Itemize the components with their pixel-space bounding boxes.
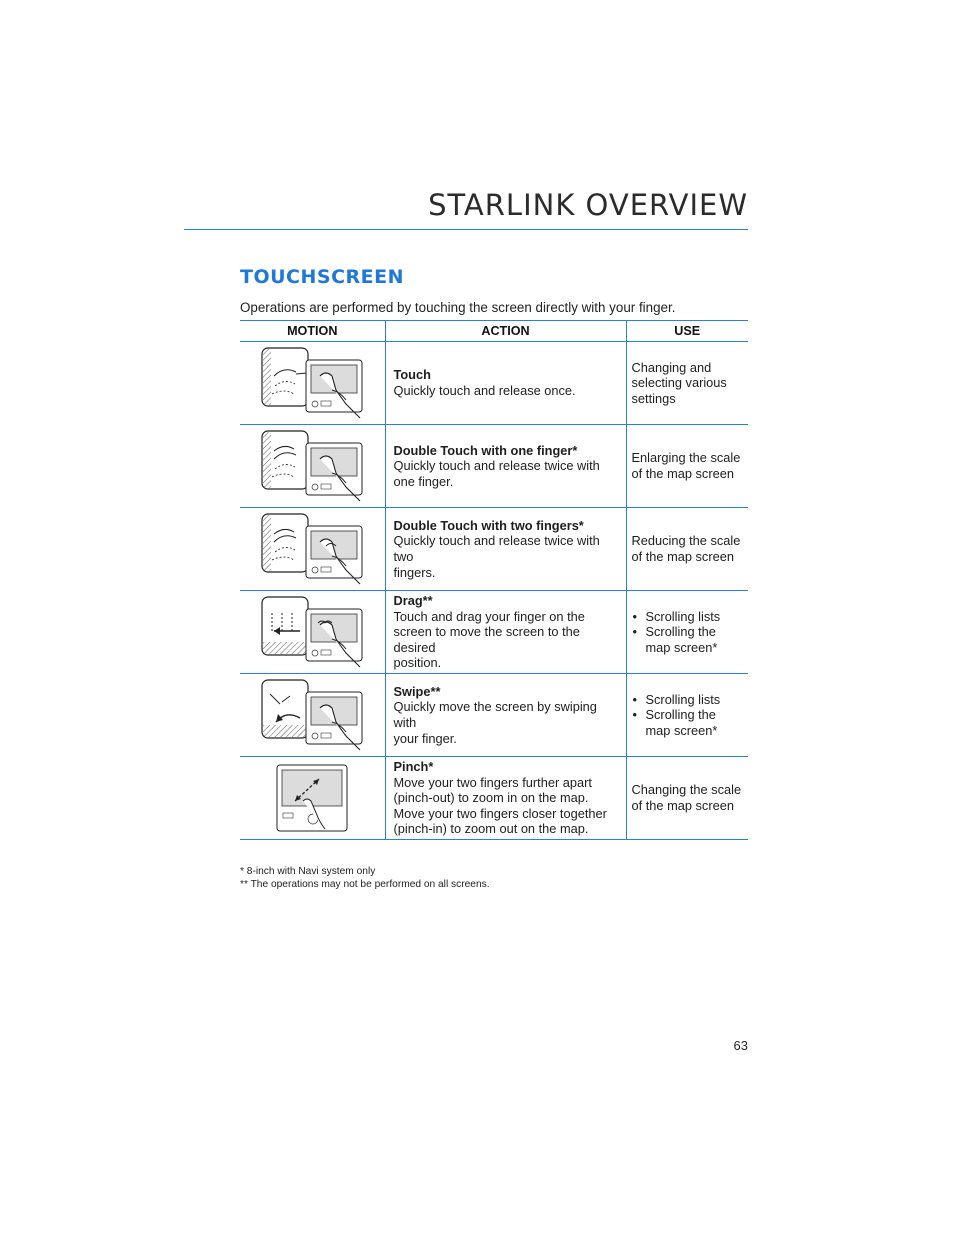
double-touch-two-fingers-icon	[240, 512, 385, 586]
use-cell	[626, 342, 748, 425]
use-description-line: Enlarging the scale	[631, 450, 741, 466]
touchscreen-operations-table	[240, 320, 748, 840]
column-header-motion: MOTION	[240, 321, 385, 342]
use-description-line: Changing and	[631, 359, 712, 375]
page-header-title: STARLINK OVERVIEW	[428, 188, 748, 222]
use-description-line: of the map screen	[631, 466, 734, 481]
footnote: ** The operations may not be performed on all screens.	[240, 878, 490, 890]
action-description-line: screen to move the screen to the desired	[393, 624, 580, 655]
motion-cell	[240, 757, 385, 840]
action-title: Touch	[393, 367, 431, 383]
drag-gesture-icon	[240, 595, 385, 669]
action-description-line: Quickly move the screen by swiping with	[393, 699, 597, 730]
action-description-line: Quickly touch and release twice with	[393, 458, 600, 474]
action-cell	[385, 757, 626, 840]
table-header-row	[240, 321, 748, 342]
use-cell	[626, 674, 748, 757]
footnotes	[240, 866, 490, 891]
action-description-line: Move your two fingers closer together	[393, 805, 607, 821]
motion-cell	[240, 591, 385, 674]
pinch-gesture-icon	[240, 761, 385, 835]
table-row	[240, 591, 748, 674]
motion-cell	[240, 342, 385, 425]
use-cell	[626, 591, 748, 674]
action-cell	[385, 425, 626, 508]
action-description-line: (pinch-out) to zoom in on the map.	[393, 790, 589, 806]
action-title: Double Touch with two fingers*	[393, 517, 584, 533]
use-bullet-list	[632, 609, 745, 656]
double-touch-one-finger-icon	[240, 429, 385, 503]
motion-cell	[240, 508, 385, 591]
use-bullet-list	[632, 692, 745, 739]
use-description-line: Reducing the scale	[631, 533, 741, 549]
motion-cell	[240, 425, 385, 508]
touch-gesture-icon	[240, 346, 385, 420]
use-cell	[626, 425, 748, 508]
action-title: Swipe**	[393, 683, 441, 699]
action-title: Drag**	[393, 593, 433, 609]
use-description-line: of the map screen	[631, 549, 734, 564]
use-cell	[626, 508, 748, 591]
use-description-line: of the map screen	[631, 798, 734, 813]
use-bullet-item: • Scrolling lists	[632, 609, 745, 625]
action-description-line: Move your two fingers further apart	[393, 774, 592, 790]
action-description-line: your finger.	[393, 730, 457, 746]
table-row	[240, 674, 748, 757]
use-bullet-item: • Scrolling the map screen*	[632, 707, 745, 738]
use-bullet-item: • Scrolling lists	[632, 692, 745, 708]
action-cell	[385, 591, 626, 674]
action-description-line: Quickly touch and release once.	[393, 383, 576, 398]
action-description-line: fingers.	[393, 564, 436, 580]
table-row	[240, 425, 748, 508]
table-row	[240, 508, 748, 591]
action-description-line: position.	[393, 655, 442, 671]
action-title: Pinch*	[393, 759, 434, 775]
action-description-line: Touch and drag your finger on the	[393, 608, 585, 624]
action-cell	[385, 508, 626, 591]
column-header-action: ACTION	[385, 321, 626, 342]
action-description-line: one finger.	[393, 473, 454, 489]
section-intro: Operations are performed by touching the screen directly with your finger.	[240, 300, 676, 315]
swipe-gesture-icon	[240, 678, 385, 752]
action-description-line: Quickly touch and release twice with two	[393, 533, 600, 564]
column-header-use: USE	[626, 321, 748, 342]
action-cell	[385, 342, 626, 425]
use-description-line: settings	[631, 390, 676, 406]
use-bullet-item: • Scrolling the map screen*	[632, 624, 745, 655]
section-title: TOUCHSCREEN	[240, 266, 405, 288]
page-number: 63	[733, 1038, 748, 1053]
footnote: * 8-inch with Navi system only	[240, 866, 376, 877]
action-title: Double Touch with one finger*	[393, 442, 578, 458]
header-divider	[184, 229, 748, 230]
table-body	[240, 342, 748, 840]
table-row	[240, 342, 748, 425]
action-cell	[385, 674, 626, 757]
use-description-line: selecting various	[631, 375, 727, 391]
table-row	[240, 757, 748, 840]
action-description-line: (pinch-in) to zoom out on the map.	[393, 821, 589, 837]
use-description-line: Changing the scale	[631, 782, 742, 798]
motion-cell	[240, 674, 385, 757]
use-cell	[626, 757, 748, 840]
